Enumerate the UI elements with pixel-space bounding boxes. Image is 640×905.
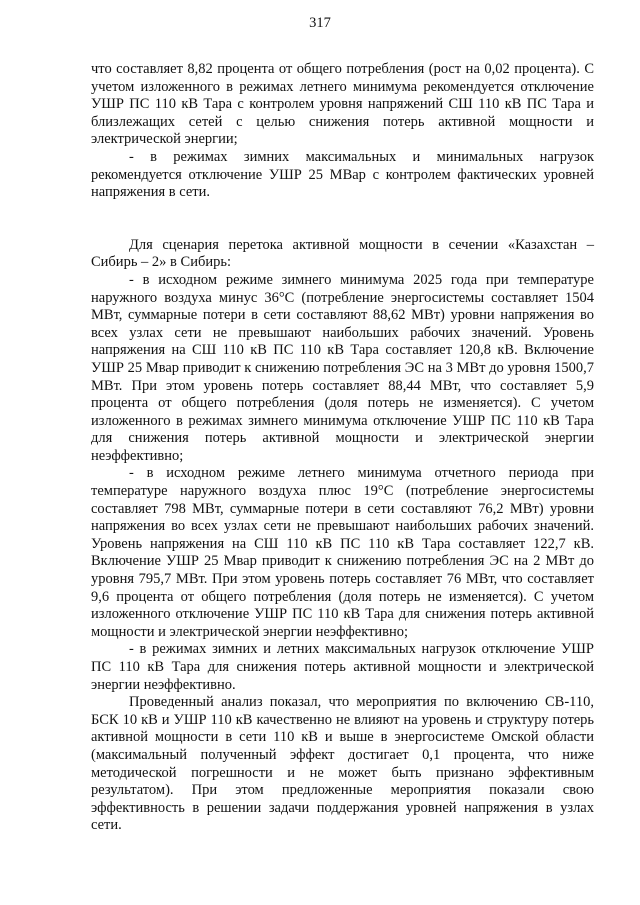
paragraph-gap [91, 202, 594, 237]
paragraph-continuation: что составляет 8,82 процента от общего потребления (рост на 0,02 процента). С учетом изложенного в режимах летнего минимума рекомендуется отключение УШР ПС 110 кВ Тара с контролем уровня напряжений СШ 110 кВ ПС Тара и близлежащих сетей с целью снижения потерь активной мощности и электрической энергии; [91, 61, 594, 148]
paragraph-scenario-intro: Для сценария перетока активной мощности в сечении «Казахстан – Сибирь – 2» в Сибирь: [91, 236, 594, 271]
paragraph-conclusion: Проведенный анализ показал, что мероприятия по включению СВ-110, БСК 10 кВ и УШР 110 кВ качественно не влияют на уровень и структуру потерь активной мощности в сети 110 кВ и выше в энергосистеме Омской области (максимальный полученный эффект достигает 0,1 процента, что ниже методической погрешности и не может быть признано эффективным результатом). При этом предложенные мероприятия показали свою эффективность в решении задачи поддержания уровней напряжения в узлах сети. [91, 694, 594, 834]
paragraph-bullet-max-loads: - в режимах зимних и летних максимальных нагрузок отключение УШР ПС 110 кВ Тара для снижения потерь активной мощности и электрической энергии неэффективно. [91, 641, 594, 693]
paragraph-bullet-winter-minimum: - в исходном режиме зимнего минимума 2025 года при температуре наружного воздуха минус 36°С (потребление энергосистемы составляет 1504 МВт, суммарные потери в сети составляют 88,62 МВт) уровни напряжения во всех узлах сети не превышают наибольших рабочих значений. Уровень напряжения на СШ 110 кВ ПС 110 кВ Тара составляет 120,8 кВ. Включение УШР 25 Мвар приводит к снижению потребления ЭС на 3 МВт до уровня 1500,7 МВт. При этом уровень потерь составляет 88,44 МВт, что составляет 5,9 процента от общего потребления (доля потерь не изменяется). С учетом изложенного в режимах зимнего минимума отключение УШР ПС 110 кВ Тара для снижения потерь активной мощности и электрической энергии неэффективно; [91, 271, 594, 464]
paragraph-bullet-summer-minimum: - в исходном режиме летнего минимума отчетного периода при температуре наружного воздуха плюс 19°С (потребление энергосистемы составляет 798 МВт, суммарные потери в сети составляют 76,2 МВт) уровни напряжения во всех узлах сети не превышают наибольших рабочих значений. Уровень напряжения на СШ 110 кВ ПС 110 кВ Тара составляет 122,7 кВ. Включение УШР 25 Мвар приводит к снижению потребления ЭС на 2 МВт до уровня 795,7 МВт. При этом уровень потерь составляет 76 МВт, что составляет 9,6 процента от общего потребления (доля потерь не изменяется). С учетом изложенного отключение УШР ПС 110 кВ Тара для снижения потерь активной мощности и электрической энергии неэффективно; [91, 465, 594, 640]
document-body [91, 61, 594, 835]
paragraph-bullet-winter-loads: - в режимах зимних максимальных и минимальных нагрузок рекомендуется отключение УШР 25 МВар с контролем фактических уровней напряжения в сети. [91, 148, 594, 201]
page-number: 317 [309, 15, 331, 31]
